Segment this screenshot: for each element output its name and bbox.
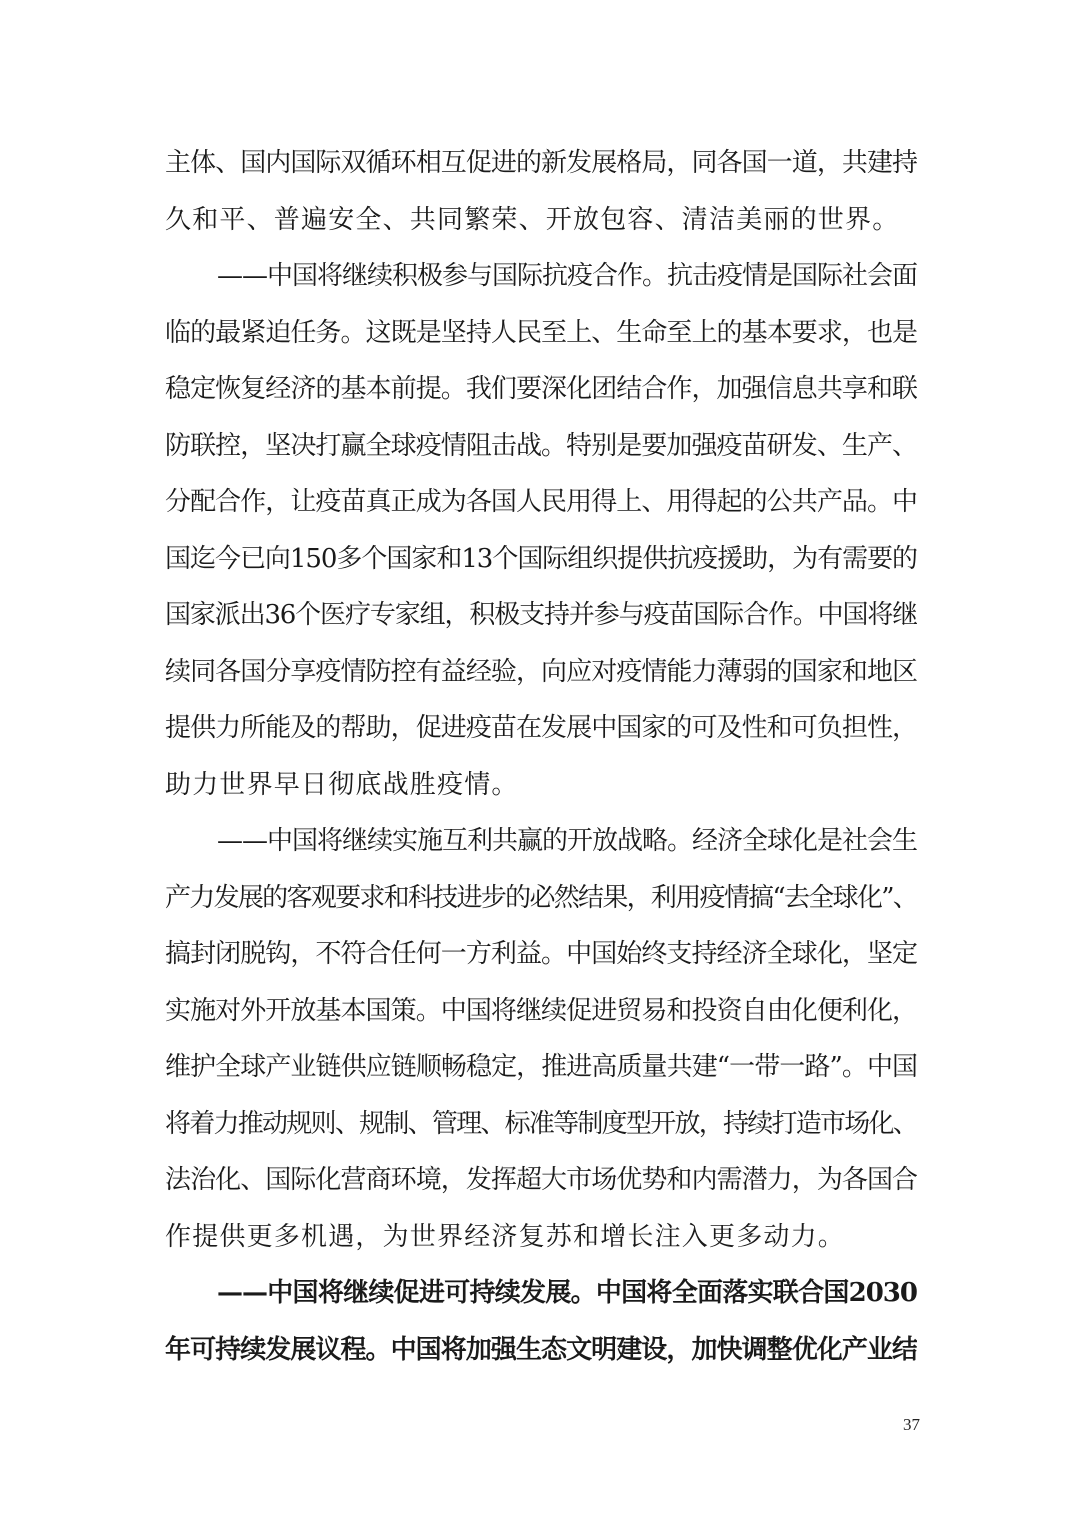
text-line: 提供力所能及的帮助，促进疫苗在发展中国家的可及性和可负担性， — [165, 713, 917, 743]
text-line: 续同各国分享疫情防控有益经验，向应对疫情能力薄弱的国家和地区 — [165, 656, 917, 687]
text-line: 维护全球产业链供应链顺畅稳定，推进高质量共建“一带一路”。中国 — [165, 1052, 917, 1082]
text-line: 产力发展的客观要求和科技进步的必然结果，利用疫情搞“去全球化”、 — [165, 882, 917, 913]
text-line: 分配合作，让疫苗真正成为各国人民用得上、用得起的公共产品。中 — [165, 487, 917, 517]
text-line: 助力世界早日彻底战胜疫情。 — [165, 769, 519, 800]
page-number: 37 — [903, 1415, 920, 1434]
text-line: 搞封闭脱钩，不符合任何一方利益。中国始终支持经济全球化，坚定 — [165, 939, 917, 969]
text-line-bold: ——中国将继续促进可持续发展。中国将全面落实联合国2030 — [217, 1278, 917, 1308]
text-line: 法治化、国际化营商环境，发挥超大市场优势和内需潜力，为各国合 — [165, 1165, 917, 1195]
text-line: 国家派出36个医疗专家组，积极支持并参与疫苗国际合作。中国将继 — [165, 600, 917, 630]
text-line: ——中国将继续实施互利共赢的开放战略。经济全球化是社会生 — [217, 826, 917, 856]
text-line: 实施对外开放基本国策。中国将继续促进贸易和投资自由化便利化， — [165, 995, 917, 1026]
text-line: 久和平、普遍安全、共同繁荣、开放包容、清洁美丽的世界。 — [165, 204, 900, 235]
text-line: 稳定恢复经济的基本前提。我们要深化团结合作，加强信息共享和联 — [165, 374, 917, 404]
body-text — [165, 135, 917, 1378]
text-line: 作提供更多机遇，为世界经济复苏和增长注入更多动力。 — [165, 1221, 846, 1252]
text-line: ——中国将继续积极参与国际抗疫合作。抗击疫情是国际社会面 — [217, 261, 917, 291]
text-line: 防联控，坚决打赢全球疫情阻击战。特别是要加强疫苗研发、生产、 — [165, 430, 917, 461]
text-line: 临的最紧迫任务。这既是坚持人民至上、生命至上的基本要求，也是 — [165, 317, 917, 348]
text-line: 国迄今已向150多个国家和13个国际组织提供抗疫援助，为有需要的 — [165, 543, 917, 574]
text-line-bold: 年可持续发展议程。中国将加强生态文明建设，加快调整优化产业结 — [165, 1334, 917, 1365]
text-line: 主体、国内国际双循环相互促进的新发展格局，同各国一道，共建持 — [165, 148, 917, 178]
text-line: 将着力推动规则、规制、管理、标准等制度型开放，持续打造市场化、 — [165, 1108, 917, 1139]
